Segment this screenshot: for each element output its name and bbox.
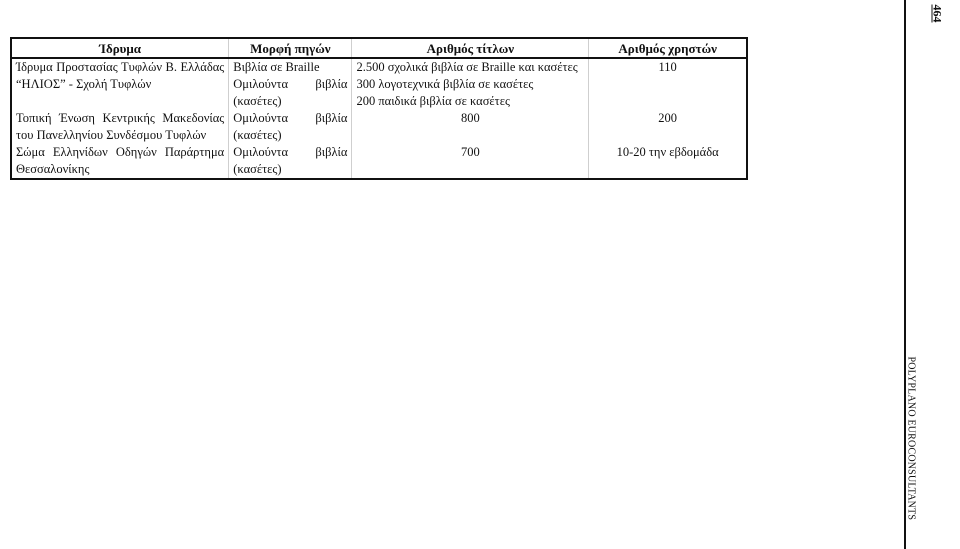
table-row bbox=[11, 144, 747, 179]
institution-cell: Ίδρυμα Προστασίας Τυφλών Β. Ελλάδας “ΗΛΙΟΣ” - Σχολή Τυφλών bbox=[16, 60, 225, 91]
publisher-footer: POLYPLANO EUROCONSULTANTS bbox=[905, 356, 917, 521]
source-format-line: Βιβλία σε Braille bbox=[233, 60, 320, 74]
source-format-cell: Ομιλούντα βιβλία (κασέτες) bbox=[229, 144, 352, 179]
user-count-cell: 200 bbox=[589, 110, 747, 144]
institution-cell: Τοπική Ένωση Κεντρικής Μακεδονίας του Πανελληνίου Συνδέσμου Τυφλών bbox=[16, 111, 225, 142]
header-user-count: Αριθμός χρηστών bbox=[589, 38, 747, 58]
page-side-margin bbox=[904, 0, 958, 549]
institution-cell: Σώμα Ελληνίδων Οδηγών Παράρτημα Θεσσαλονίκης bbox=[16, 145, 225, 176]
title-count-cell: 700 bbox=[352, 144, 589, 179]
table-row bbox=[11, 58, 747, 110]
table-header-row bbox=[11, 38, 747, 58]
page-number: 464 bbox=[930, 4, 945, 23]
source-format-cell: Ομιλούντα βιβλία (κασέτες) bbox=[229, 110, 352, 144]
source-format-line: Ομιλούντα βιβλία (κασέτες) bbox=[233, 77, 348, 108]
title-count-cell: 800 bbox=[352, 110, 589, 144]
title-count-line: 300 λογοτεχνικά βιβλία σε κασέτες bbox=[356, 77, 534, 91]
header-title-count: Αριθμός τίτλων bbox=[352, 38, 589, 58]
header-source-format: Μορφή πηγών bbox=[229, 38, 352, 58]
header-institution: Ίδρυμα bbox=[11, 38, 229, 58]
user-count-cell: 110 bbox=[589, 58, 747, 110]
title-count-line: 200 παιδικά βιβλία σε κασέτες bbox=[356, 94, 510, 108]
title-count-cell bbox=[352, 58, 589, 110]
source-format-cell bbox=[229, 58, 352, 110]
user-count-cell: 10-20 την εβδομάδα bbox=[589, 144, 747, 179]
table-row bbox=[11, 110, 747, 144]
title-count-line: 2.500 σχολικά βιβλία σε Braille και κασέτες bbox=[356, 60, 578, 74]
institutions-table bbox=[10, 37, 748, 180]
